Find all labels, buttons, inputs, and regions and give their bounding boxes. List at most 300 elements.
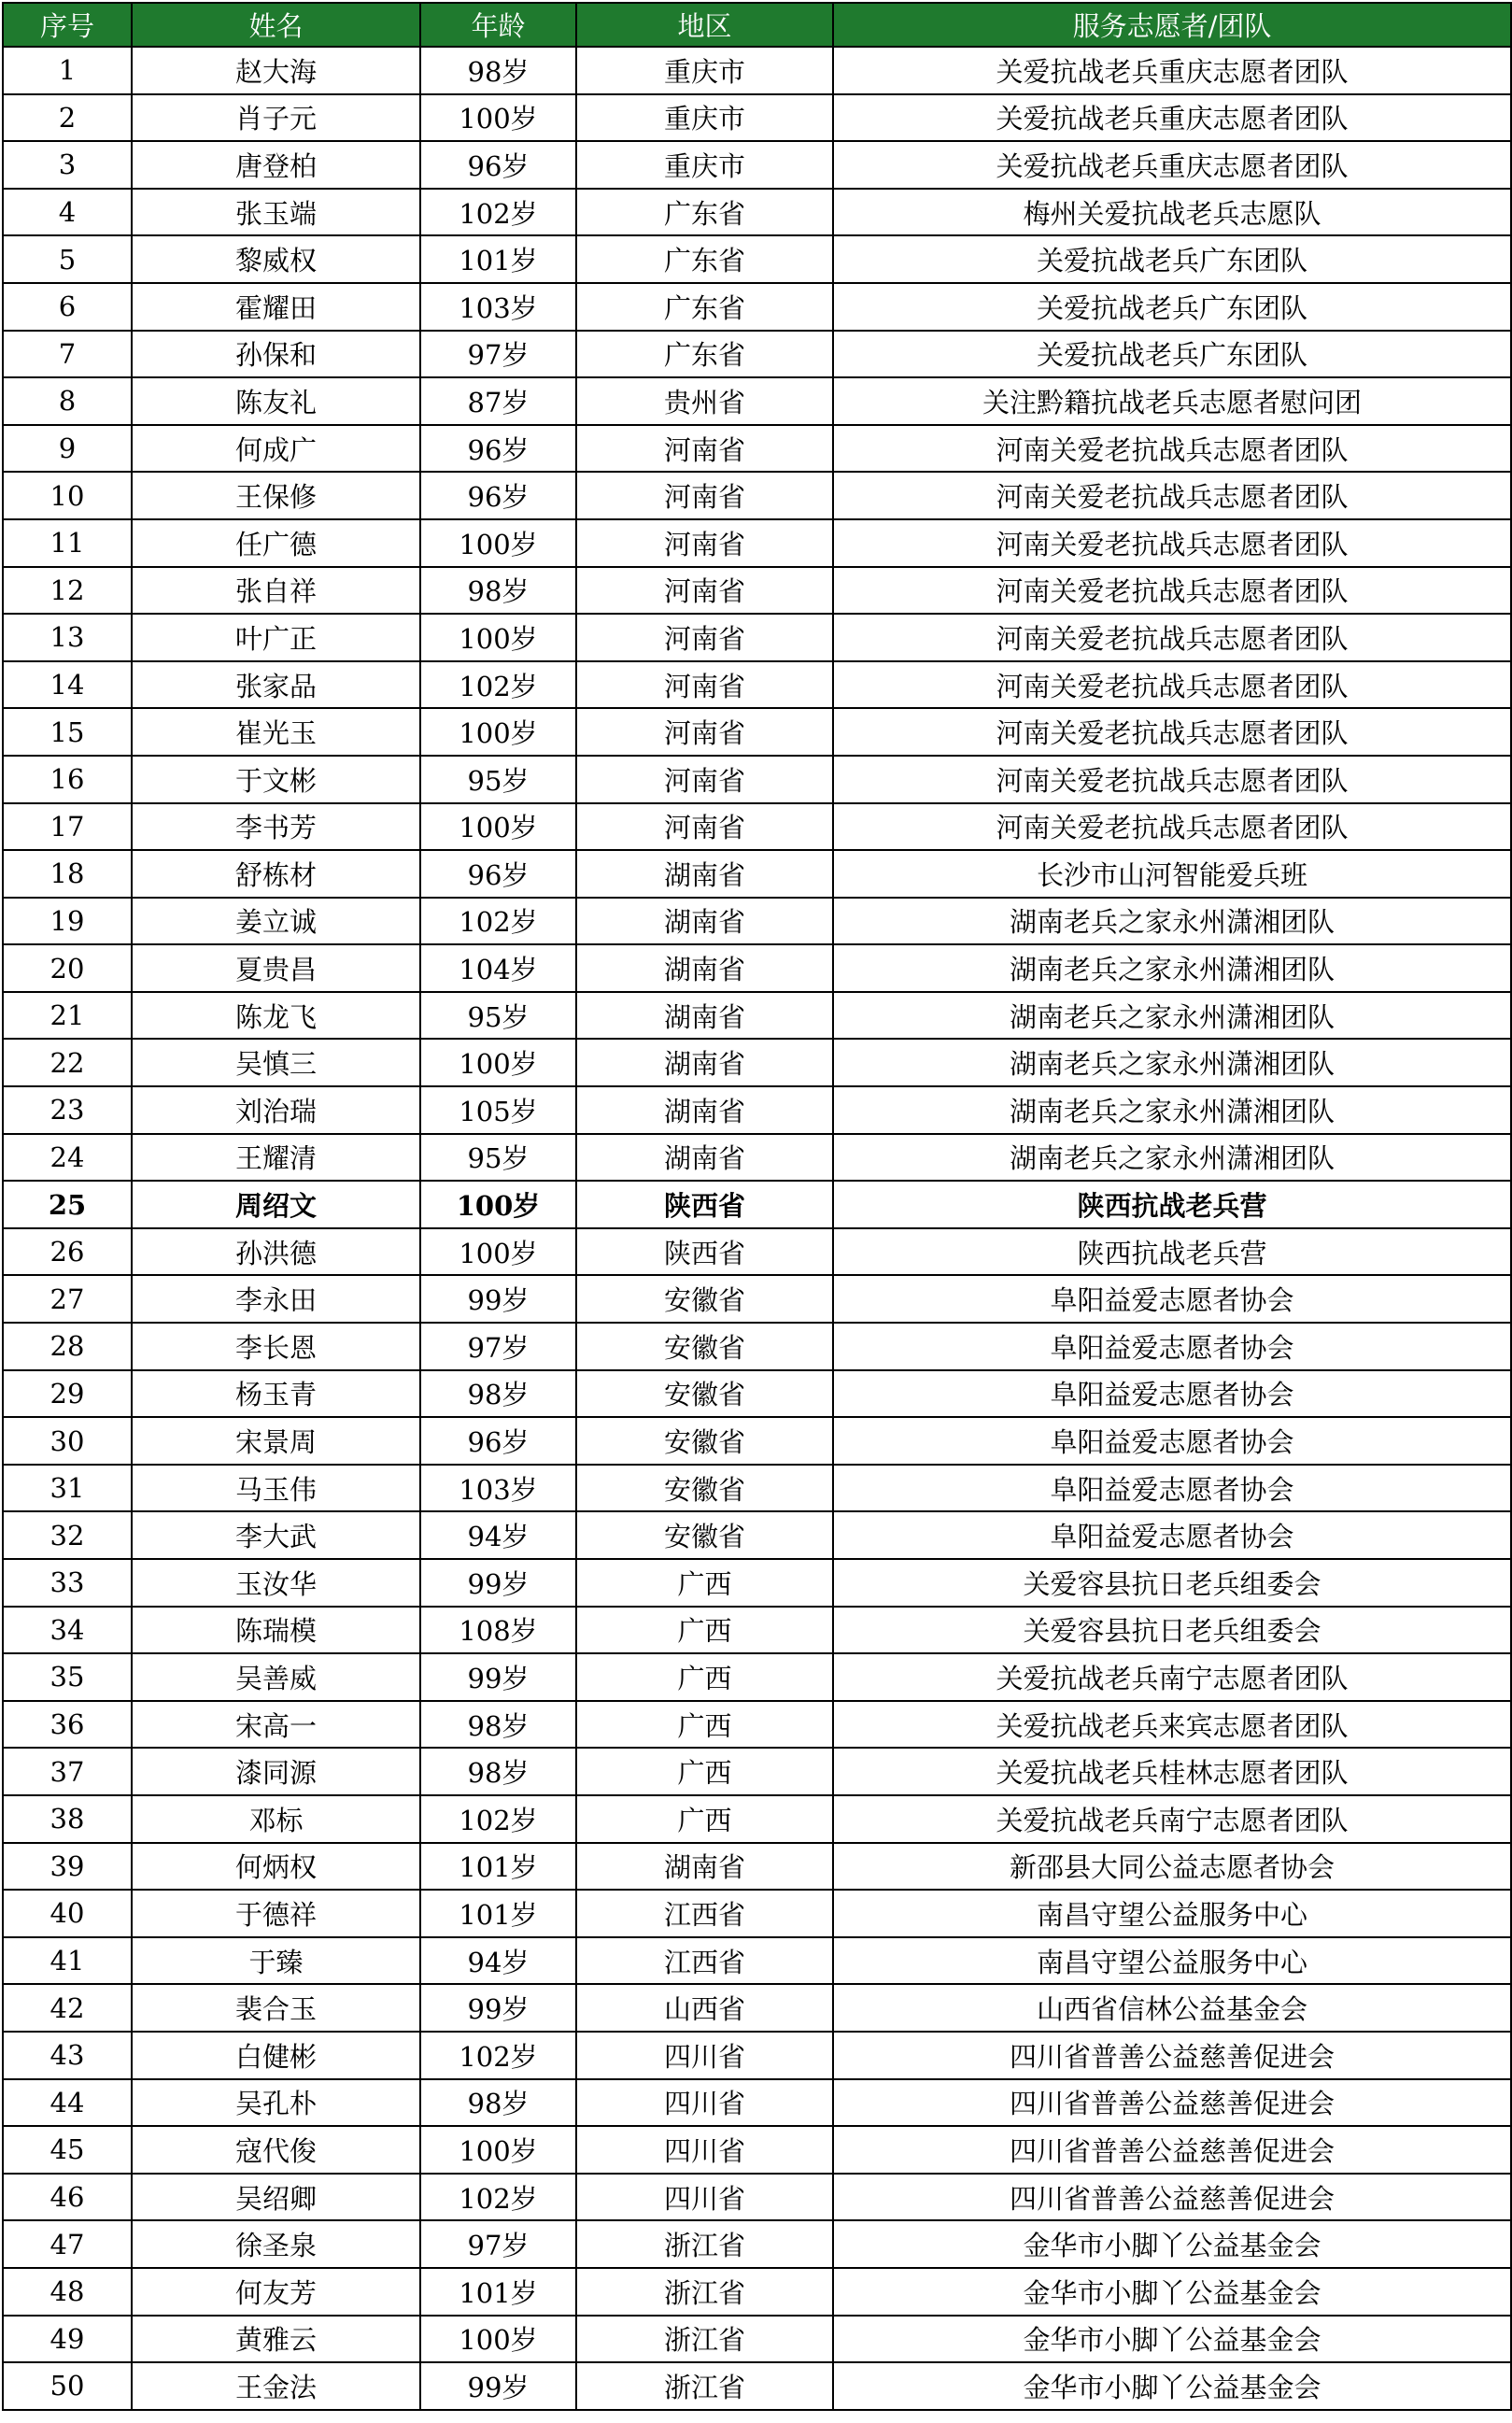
table-row: [3, 94, 1511, 142]
cell-name: 何成广: [132, 425, 420, 473]
cell-no: 30: [3, 1417, 132, 1465]
cell-no: 3: [3, 141, 132, 189]
cell-team: 阜阳益爱志愿者协会: [833, 1275, 1511, 1323]
cell-team: 山西省信林公益基金会: [833, 1984, 1511, 2032]
cell-age: 97岁: [420, 331, 576, 378]
table-row: [3, 803, 1511, 851]
header-team: 服务志愿者/团队: [833, 3, 1511, 47]
cell-team: 四川省普善公益慈善促进会: [833, 2032, 1511, 2079]
cell-name: 宋景周: [132, 1417, 420, 1465]
cell-region: 浙江省: [576, 2268, 833, 2316]
table-row: [3, 1228, 1511, 1276]
cell-no: 44: [3, 2079, 132, 2127]
table-row: [3, 425, 1511, 473]
cell-no: 16: [3, 756, 132, 803]
cell-name: 黎威权: [132, 235, 420, 283]
table-row: [3, 189, 1511, 236]
cell-region: 湖南省: [576, 1039, 833, 1086]
cell-team: 阜阳益爱志愿者协会: [833, 1417, 1511, 1465]
table-row: [3, 944, 1511, 992]
cell-no: 33: [3, 1559, 132, 1607]
cell-team: 新邵县大同公益志愿者协会: [833, 1843, 1511, 1891]
cell-name: 吴孔朴: [132, 2079, 420, 2127]
cell-name: 于臻: [132, 1937, 420, 1985]
cell-no: 19: [3, 898, 132, 945]
cell-region: 河南省: [576, 756, 833, 803]
cell-age: 101岁: [420, 1890, 576, 1937]
cell-team: 湖南老兵之家永州潇湘团队: [833, 1134, 1511, 1182]
table-row: [3, 992, 1511, 1040]
cell-region: 湖南省: [576, 1843, 833, 1891]
table-row: [3, 377, 1511, 425]
cell-no: 13: [3, 614, 132, 661]
cell-name: 叶广正: [132, 614, 420, 661]
cell-name: 李长恩: [132, 1323, 420, 1370]
cell-no: 6: [3, 283, 132, 331]
cell-no: 9: [3, 425, 132, 473]
cell-team: 关爱抗战老兵重庆志愿者团队: [833, 47, 1511, 94]
cell-team: 陕西抗战老兵营: [833, 1228, 1511, 1276]
cell-age: 100岁: [420, 803, 576, 851]
cell-no: 23: [3, 1086, 132, 1134]
cell-name: 漆同源: [132, 1748, 420, 1795]
cell-no: 1: [3, 47, 132, 94]
cell-region: 广东省: [576, 189, 833, 236]
table-row: [3, 331, 1511, 378]
cell-team: 河南关爱老抗战兵志愿者团队: [833, 425, 1511, 473]
cell-no: 46: [3, 2174, 132, 2221]
table-row: [3, 472, 1511, 519]
cell-no: 28: [3, 1323, 132, 1370]
cell-age: 103岁: [420, 1465, 576, 1512]
cell-name: 赵大海: [132, 47, 420, 94]
cell-name: 何炳权: [132, 1843, 420, 1891]
cell-no: 32: [3, 1511, 132, 1559]
table-row: [3, 1701, 1511, 1749]
cell-age: 100岁: [420, 1039, 576, 1086]
cell-team: 关爱抗战老兵南宁志愿者团队: [833, 1653, 1511, 1701]
cell-age: 100岁: [420, 708, 576, 756]
cell-name: 于德祥: [132, 1890, 420, 1937]
cell-no: 8: [3, 377, 132, 425]
cell-age: 108岁: [420, 1607, 576, 1654]
table-row: [3, 1653, 1511, 1701]
cell-region: 广西: [576, 1795, 833, 1843]
cell-name: 张自祥: [132, 567, 420, 615]
cell-region: 河南省: [576, 661, 833, 709]
cell-team: 湖南老兵之家永州潇湘团队: [833, 992, 1511, 1040]
cell-region: 四川省: [576, 2174, 833, 2221]
cell-no: 10: [3, 472, 132, 519]
cell-team: 南昌守望公益服务中心: [833, 1937, 1511, 1985]
table-row: [3, 2362, 1511, 2410]
cell-team: 河南关爱老抗战兵志愿者团队: [833, 708, 1511, 756]
cell-team: 关注黔籍抗战老兵志愿者慰问团: [833, 377, 1511, 425]
cell-team: 梅州关爱抗战老兵志愿队: [833, 189, 1511, 236]
cell-name: 李永田: [132, 1275, 420, 1323]
table-row: [3, 1323, 1511, 1370]
cell-age: 105岁: [420, 1086, 576, 1134]
cell-age: 99岁: [420, 1559, 576, 1607]
cell-no: 40: [3, 1890, 132, 1937]
cell-age: 102岁: [420, 189, 576, 236]
header-no: 序号: [3, 3, 132, 47]
cell-team: 金华市小脚丫公益基金会: [833, 2316, 1511, 2363]
cell-age: 95岁: [420, 756, 576, 803]
table-row: [3, 1795, 1511, 1843]
cell-region: 广西: [576, 1653, 833, 1701]
cell-name: 黄雅云: [132, 2316, 420, 2363]
cell-region: 广西: [576, 1748, 833, 1795]
table-row: [3, 47, 1511, 94]
cell-name: 白健彬: [132, 2032, 420, 2079]
cell-region: 湖南省: [576, 992, 833, 1040]
cell-no: 39: [3, 1843, 132, 1891]
cell-age: 100岁: [420, 614, 576, 661]
cell-no: 29: [3, 1370, 132, 1418]
cell-age: 95岁: [420, 1134, 576, 1182]
cell-team: 阜阳益爱志愿者协会: [833, 1465, 1511, 1512]
cell-no: 17: [3, 803, 132, 851]
cell-age: 99岁: [420, 1984, 576, 2032]
table-row: [3, 1275, 1511, 1323]
table-row: [3, 1086, 1511, 1134]
cell-team: 四川省普善公益慈善促进会: [833, 2079, 1511, 2127]
cell-region: 四川省: [576, 2126, 833, 2174]
cell-age: 100岁: [420, 1181, 576, 1228]
cell-name: 夏贵昌: [132, 944, 420, 992]
cell-region: 浙江省: [576, 2316, 833, 2363]
cell-team: 阜阳益爱志愿者协会: [833, 1370, 1511, 1418]
cell-age: 102岁: [420, 898, 576, 945]
cell-age: 100岁: [420, 1228, 576, 1276]
cell-name: 王金法: [132, 2362, 420, 2410]
cell-no: 49: [3, 2316, 132, 2363]
cell-name: 于文彬: [132, 756, 420, 803]
cell-no: 27: [3, 1275, 132, 1323]
table-row: [3, 141, 1511, 189]
table-row: [3, 2268, 1511, 2316]
cell-team: 湖南老兵之家永州潇湘团队: [833, 944, 1511, 992]
table-row: [3, 567, 1511, 615]
cell-no: 47: [3, 2220, 132, 2268]
cell-age: 99岁: [420, 2362, 576, 2410]
cell-team: 关爱抗战老兵来宾志愿者团队: [833, 1701, 1511, 1749]
cell-age: 98岁: [420, 47, 576, 94]
table-row: [3, 708, 1511, 756]
cell-name: 孙保和: [132, 331, 420, 378]
cell-region: 湖南省: [576, 1134, 833, 1182]
cell-name: 马玉伟: [132, 1465, 420, 1512]
cell-no: 21: [3, 992, 132, 1040]
cell-age: 94岁: [420, 1511, 576, 1559]
cell-region: 山西省: [576, 1984, 833, 2032]
cell-region: 安徽省: [576, 1465, 833, 1512]
cell-age: 99岁: [420, 1653, 576, 1701]
cell-age: 102岁: [420, 1795, 576, 1843]
table-row: [3, 519, 1511, 567]
table-body: [3, 47, 1511, 2410]
cell-no: 41: [3, 1937, 132, 1985]
cell-name: 唐登柏: [132, 141, 420, 189]
table-row: [3, 1890, 1511, 1937]
table-row: [3, 1134, 1511, 1182]
cell-name: 裴合玉: [132, 1984, 420, 2032]
cell-no: 43: [3, 2032, 132, 2079]
cell-name: 吴善威: [132, 1653, 420, 1701]
cell-region: 安徽省: [576, 1511, 833, 1559]
cell-team: 南昌守望公益服务中心: [833, 1890, 1511, 1937]
cell-name: 宋高一: [132, 1701, 420, 1749]
cell-name: 李书芳: [132, 803, 420, 851]
cell-region: 河南省: [576, 803, 833, 851]
cell-region: 重庆市: [576, 47, 833, 94]
cell-name: 孙洪德: [132, 1228, 420, 1276]
cell-name: 玉汝华: [132, 1559, 420, 1607]
cell-no: 4: [3, 189, 132, 236]
table-row: [3, 1607, 1511, 1654]
cell-name: 寇代俊: [132, 2126, 420, 2174]
cell-no: 37: [3, 1748, 132, 1795]
cell-region: 陕西省: [576, 1228, 833, 1276]
cell-age: 101岁: [420, 1843, 576, 1891]
cell-age: 95岁: [420, 992, 576, 1040]
cell-team: 湖南老兵之家永州潇湘团队: [833, 898, 1511, 945]
cell-name: 肖子元: [132, 94, 420, 142]
table-row: [3, 1039, 1511, 1086]
table-row: [3, 2174, 1511, 2221]
cell-region: 四川省: [576, 2079, 833, 2127]
cell-team: 金华市小脚丫公益基金会: [833, 2362, 1511, 2410]
cell-name: 舒栋材: [132, 850, 420, 898]
cell-team: 河南关爱老抗战兵志愿者团队: [833, 614, 1511, 661]
table-row: [3, 1843, 1511, 1891]
header-name: 姓名: [132, 3, 420, 47]
cell-name: 何友芳: [132, 2268, 420, 2316]
cell-name: 张家品: [132, 661, 420, 709]
cell-team: 关爱抗战老兵广东团队: [833, 283, 1511, 331]
cell-team: 长沙市山河智能爱兵班: [833, 850, 1511, 898]
cell-no: 2: [3, 94, 132, 142]
cell-region: 河南省: [576, 614, 833, 661]
cell-team: 河南关爱老抗战兵志愿者团队: [833, 803, 1511, 851]
cell-region: 湖南省: [576, 1086, 833, 1134]
cell-no: 12: [3, 567, 132, 615]
cell-name: 霍耀田: [132, 283, 420, 331]
cell-team: 关爱抗战老兵广东团队: [833, 331, 1511, 378]
cell-age: 96岁: [420, 1417, 576, 1465]
cell-age: 102岁: [420, 2174, 576, 2221]
table-row: [3, 1937, 1511, 1985]
cell-age: 94岁: [420, 1937, 576, 1985]
cell-region: 安徽省: [576, 1417, 833, 1465]
cell-region: 河南省: [576, 708, 833, 756]
cell-region: 湖南省: [576, 944, 833, 992]
cell-name: 姜立诚: [132, 898, 420, 945]
cell-team: 河南关爱老抗战兵志愿者团队: [833, 661, 1511, 709]
cell-region: 安徽省: [576, 1370, 833, 1418]
cell-team: 河南关爱老抗战兵志愿者团队: [833, 756, 1511, 803]
cell-team: 湖南老兵之家永州潇湘团队: [833, 1086, 1511, 1134]
table-row: [3, 614, 1511, 661]
cell-age: 96岁: [420, 850, 576, 898]
cell-name: 王保修: [132, 472, 420, 519]
cell-no: 11: [3, 519, 132, 567]
cell-region: 广东省: [576, 235, 833, 283]
table-row: [3, 2032, 1511, 2079]
veterans-table: [2, 2, 1512, 2411]
cell-age: 101岁: [420, 235, 576, 283]
cell-age: 100岁: [420, 2316, 576, 2363]
cell-region: 四川省: [576, 2032, 833, 2079]
cell-no: 48: [3, 2268, 132, 2316]
table-row: [3, 1984, 1511, 2032]
cell-team: 四川省普善公益慈善促进会: [833, 2126, 1511, 2174]
header-age: 年龄: [420, 3, 576, 47]
cell-no: 20: [3, 944, 132, 992]
cell-age: 100岁: [420, 2126, 576, 2174]
cell-name: 王耀清: [132, 1134, 420, 1182]
cell-age: 100岁: [420, 519, 576, 567]
cell-region: 贵州省: [576, 377, 833, 425]
cell-region: 广西: [576, 1607, 833, 1654]
cell-age: 96岁: [420, 425, 576, 473]
cell-no: 50: [3, 2362, 132, 2410]
cell-region: 浙江省: [576, 2220, 833, 2268]
cell-team: 四川省普善公益慈善促进会: [833, 2174, 1511, 2221]
cell-name: 崔光玉: [132, 708, 420, 756]
table-row: [3, 661, 1511, 709]
cell-name: 徐圣泉: [132, 2220, 420, 2268]
cell-name: 陈瑞模: [132, 1607, 420, 1654]
cell-no: 45: [3, 2126, 132, 2174]
cell-name: 杨玉青: [132, 1370, 420, 1418]
header-region: 地区: [576, 3, 833, 47]
cell-region: 湖南省: [576, 898, 833, 945]
cell-team: 关爱抗战老兵重庆志愿者团队: [833, 141, 1511, 189]
cell-name: 刘治瑞: [132, 1086, 420, 1134]
cell-age: 96岁: [420, 141, 576, 189]
header-row: [3, 3, 1511, 47]
cell-region: 广西: [576, 1559, 833, 1607]
table-row: [3, 235, 1511, 283]
cell-no: 34: [3, 1607, 132, 1654]
cell-age: 102岁: [420, 2032, 576, 2079]
cell-age: 102岁: [420, 661, 576, 709]
cell-team: 河南关爱老抗战兵志愿者团队: [833, 519, 1511, 567]
table-row: [3, 1417, 1511, 1465]
cell-no: 15: [3, 708, 132, 756]
cell-age: 98岁: [420, 1701, 576, 1749]
table-row: [3, 898, 1511, 945]
cell-region: 重庆市: [576, 94, 833, 142]
cell-no: 7: [3, 331, 132, 378]
cell-name: 邓标: [132, 1795, 420, 1843]
cell-region: 浙江省: [576, 2362, 833, 2410]
cell-team: 阜阳益爱志愿者协会: [833, 1511, 1511, 1559]
table-row: [3, 1181, 1511, 1228]
cell-team: 关爱抗战老兵重庆志愿者团队: [833, 94, 1511, 142]
cell-age: 98岁: [420, 1370, 576, 1418]
cell-age: 96岁: [420, 472, 576, 519]
cell-team: 关爱抗战老兵南宁志愿者团队: [833, 1795, 1511, 1843]
cell-age: 101岁: [420, 2268, 576, 2316]
cell-no: 5: [3, 235, 132, 283]
cell-age: 98岁: [420, 1748, 576, 1795]
table-row: [3, 1370, 1511, 1418]
cell-no: 14: [3, 661, 132, 709]
cell-age: 100岁: [420, 94, 576, 142]
cell-region: 广东省: [576, 331, 833, 378]
cell-age: 98岁: [420, 2079, 576, 2127]
cell-region: 安徽省: [576, 1323, 833, 1370]
cell-no: 31: [3, 1465, 132, 1512]
cell-team: 金华市小脚丫公益基金会: [833, 2268, 1511, 2316]
cell-no: 42: [3, 1984, 132, 2032]
cell-region: 广西: [576, 1701, 833, 1749]
cell-no: 26: [3, 1228, 132, 1276]
cell-age: 99岁: [420, 1275, 576, 1323]
cell-name: 周绍文: [132, 1181, 420, 1228]
cell-no: 18: [3, 850, 132, 898]
cell-age: 87岁: [420, 377, 576, 425]
table-row: [3, 1511, 1511, 1559]
table-row: [3, 2079, 1511, 2127]
cell-region: 江西省: [576, 1890, 833, 1937]
cell-region: 河南省: [576, 567, 833, 615]
cell-region: 江西省: [576, 1937, 833, 1985]
cell-no: 22: [3, 1039, 132, 1086]
cell-region: 安徽省: [576, 1275, 833, 1323]
cell-team: 关爱抗战老兵广东团队: [833, 235, 1511, 283]
table-row: [3, 2316, 1511, 2363]
cell-region: 河南省: [576, 472, 833, 519]
cell-name: 陈友礼: [132, 377, 420, 425]
table-row: [3, 283, 1511, 331]
cell-name: 吴慎三: [132, 1039, 420, 1086]
cell-team: 河南关爱老抗战兵志愿者团队: [833, 567, 1511, 615]
table-row: [3, 756, 1511, 803]
table-row: [3, 1465, 1511, 1512]
cell-age: 98岁: [420, 567, 576, 615]
cell-team: 关爱容县抗日老兵组委会: [833, 1559, 1511, 1607]
cell-region: 河南省: [576, 519, 833, 567]
cell-name: 吴绍卿: [132, 2174, 420, 2221]
cell-age: 103岁: [420, 283, 576, 331]
cell-team: 河南关爱老抗战兵志愿者团队: [833, 472, 1511, 519]
cell-name: 张玉端: [132, 189, 420, 236]
cell-name: 陈龙飞: [132, 992, 420, 1040]
cell-no: 25: [3, 1181, 132, 1228]
cell-no: 24: [3, 1134, 132, 1182]
cell-team: 金华市小脚丫公益基金会: [833, 2220, 1511, 2268]
cell-team: 阜阳益爱志愿者协会: [833, 1323, 1511, 1370]
table-row: [3, 2126, 1511, 2174]
cell-name: 任广德: [132, 519, 420, 567]
table-row: [3, 850, 1511, 898]
cell-no: 38: [3, 1795, 132, 1843]
cell-region: 重庆市: [576, 141, 833, 189]
cell-age: 97岁: [420, 1323, 576, 1370]
table-row: [3, 1559, 1511, 1607]
cell-name: 李大武: [132, 1511, 420, 1559]
cell-no: 35: [3, 1653, 132, 1701]
cell-team: 关爱容县抗日老兵组委会: [833, 1607, 1511, 1654]
cell-team: 陕西抗战老兵营: [833, 1181, 1511, 1228]
cell-no: 36: [3, 1701, 132, 1749]
table-row: [3, 1748, 1511, 1795]
cell-region: 广东省: [576, 283, 833, 331]
